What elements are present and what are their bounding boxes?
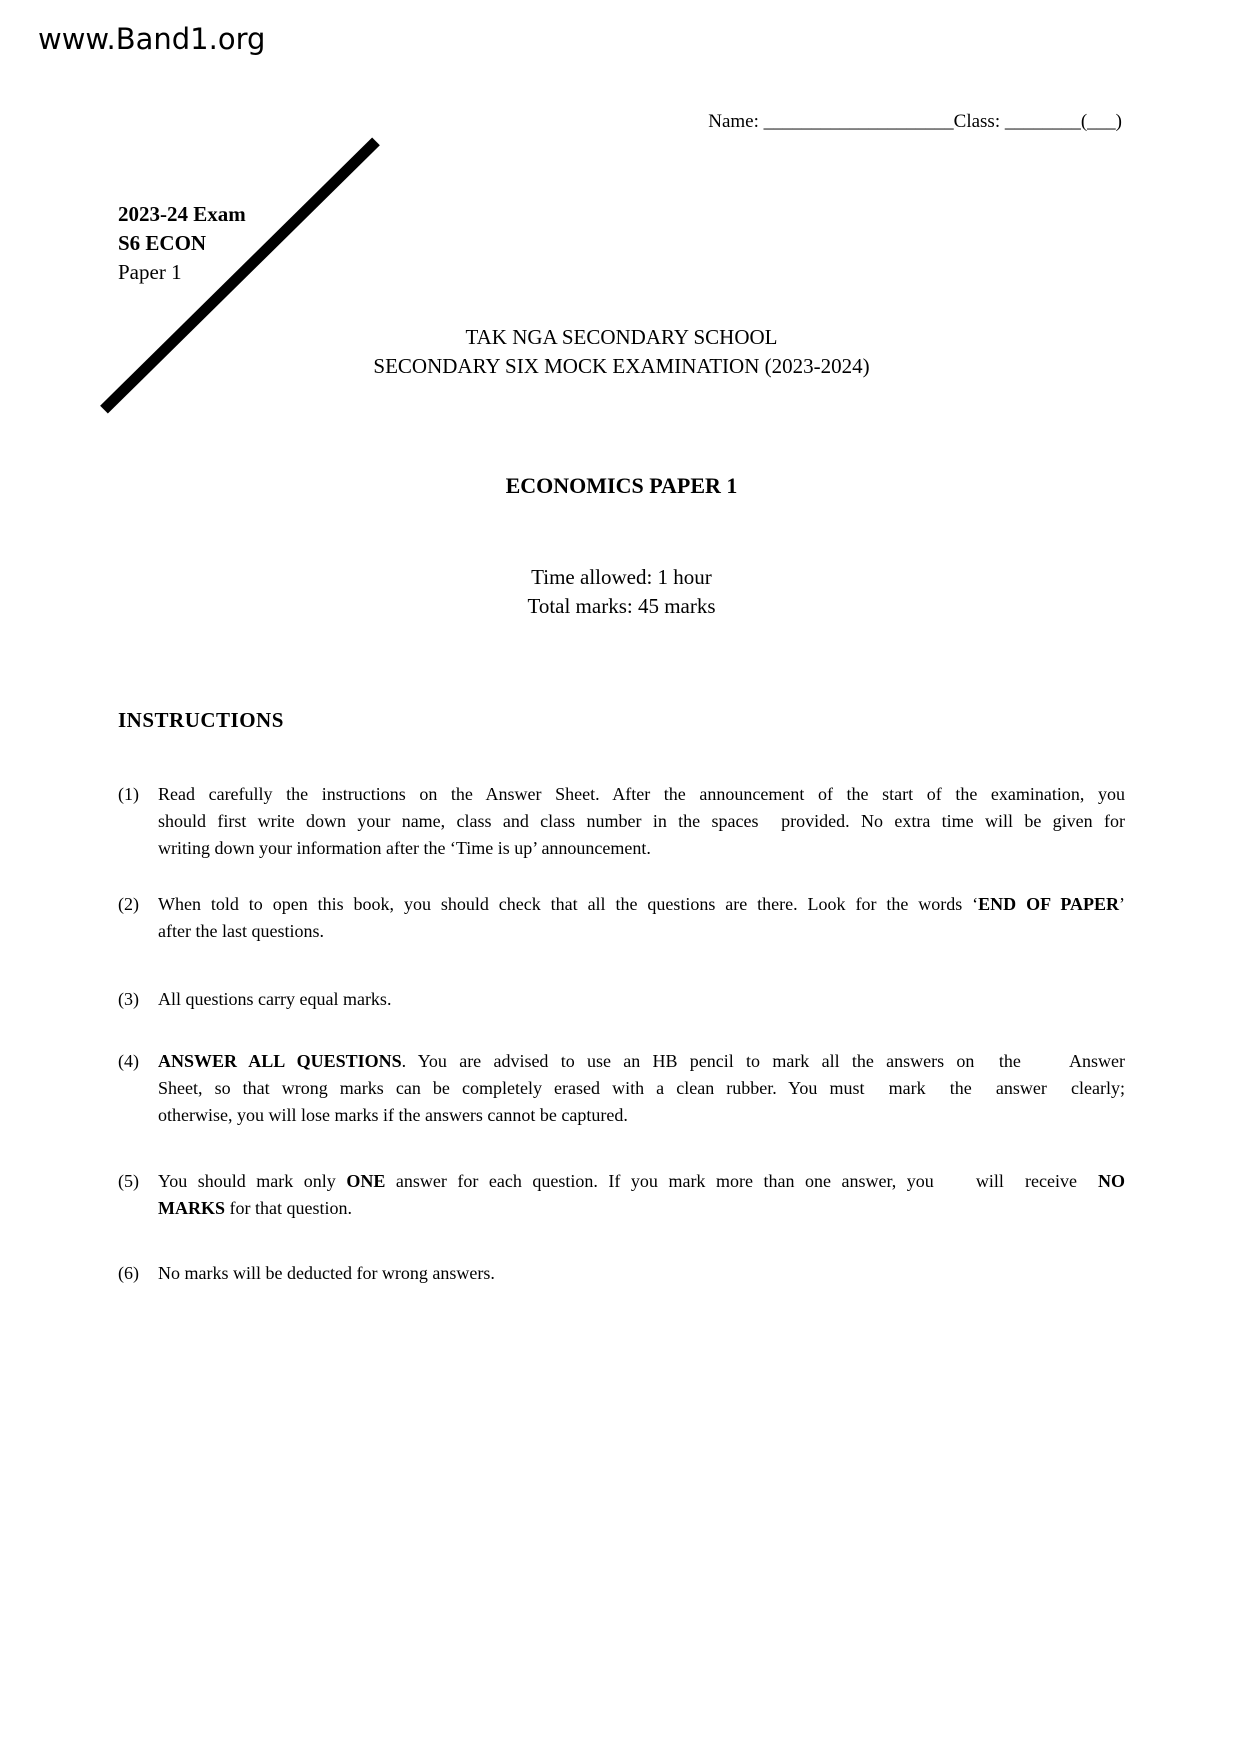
instruction-line: writing down your information after the ‘Time is up’ announcement. bbox=[158, 838, 651, 858]
instruction-line: You should mark only ONE answer for each question. If you mark more than one answer, you will receive NO bbox=[158, 1171, 1125, 1191]
instruction-line: ANSWER ALL QUESTIONS. You are advised to use an HB pencil to mark all the answers on the Answer bbox=[158, 1051, 1125, 1071]
instruction-text bbox=[158, 891, 1125, 945]
instruction-item-5 bbox=[118, 1168, 1125, 1222]
class-number-paren: (___) bbox=[1080, 111, 1122, 132]
time-marks-block bbox=[118, 563, 1125, 621]
name-blank: ____________________ bbox=[763, 111, 954, 132]
instruction-number: (5) bbox=[118, 1171, 139, 1191]
instructions-heading: INSTRUCTIONS bbox=[118, 708, 284, 732]
instruction-text bbox=[158, 1048, 1125, 1129]
instruction-text bbox=[158, 1260, 1125, 1287]
instruction-line: When told to open this book, you should check that all the questions are there. Look for the words ‘END OF PAPER’ bbox=[158, 894, 1125, 914]
instruction-line: should first write down your name, class and class number in the spaces provided. No extra time will be given for bbox=[158, 811, 1125, 831]
class-label: Class: bbox=[953, 111, 1005, 132]
instruction-number: (3) bbox=[118, 989, 139, 1009]
instruction-line: No marks will be deducted for wrong answers. bbox=[158, 1263, 495, 1283]
instruction-item-2 bbox=[118, 891, 1125, 945]
instruction-number: (4) bbox=[118, 1051, 139, 1071]
instruction-item-3 bbox=[118, 986, 1125, 1013]
instruction-line: Read carefully the instructions on the Answer Sheet. After the announcement of the start of the examination, you bbox=[158, 784, 1125, 804]
exam-name: SECONDARY SIX MOCK EXAMINATION (2023-2024) bbox=[373, 354, 870, 378]
exam-year-line: 2023-24 Exam bbox=[118, 202, 246, 226]
instruction-text bbox=[158, 986, 1125, 1013]
instruction-line: MARKS for that question. bbox=[158, 1198, 352, 1218]
school-header bbox=[118, 323, 1125, 381]
instruction-line: Sheet, so that wrong marks can be completely erased with a clean rubber. You must mark the answer clearly; bbox=[158, 1078, 1125, 1098]
instruction-number: (6) bbox=[118, 1263, 139, 1283]
name-class-line bbox=[708, 108, 1122, 135]
instruction-text bbox=[158, 781, 1125, 862]
instruction-text bbox=[158, 1168, 1125, 1222]
instruction-number: (2) bbox=[118, 894, 139, 914]
time-allowed: Time allowed: 1 hour bbox=[531, 565, 712, 589]
paper-title: ECONOMICS PAPER 1 bbox=[505, 473, 738, 498]
instruction-number: (1) bbox=[118, 784, 139, 804]
paper-number-line: Paper 1 bbox=[118, 260, 182, 284]
instruction-item-1 bbox=[118, 781, 1125, 862]
subject-line: S6 ECON bbox=[118, 231, 207, 255]
class-blank: ________ bbox=[1004, 111, 1081, 132]
instruction-line: otherwise, you will lose marks if the answers cannot be captured. bbox=[158, 1105, 628, 1125]
school-name: TAK NGA SECONDARY SCHOOL bbox=[465, 325, 778, 349]
instruction-line: All questions carry equal marks. bbox=[158, 989, 392, 1009]
watermark-text: www.Band1.org bbox=[38, 22, 266, 56]
exam-corner-block bbox=[118, 200, 246, 287]
instruction-item-6 bbox=[118, 1260, 1125, 1287]
total-marks: Total marks: 45 marks bbox=[527, 594, 716, 618]
instruction-item-4 bbox=[118, 1048, 1125, 1129]
instruction-line: after the last questions. bbox=[158, 921, 324, 941]
name-label: Name: bbox=[708, 111, 764, 132]
